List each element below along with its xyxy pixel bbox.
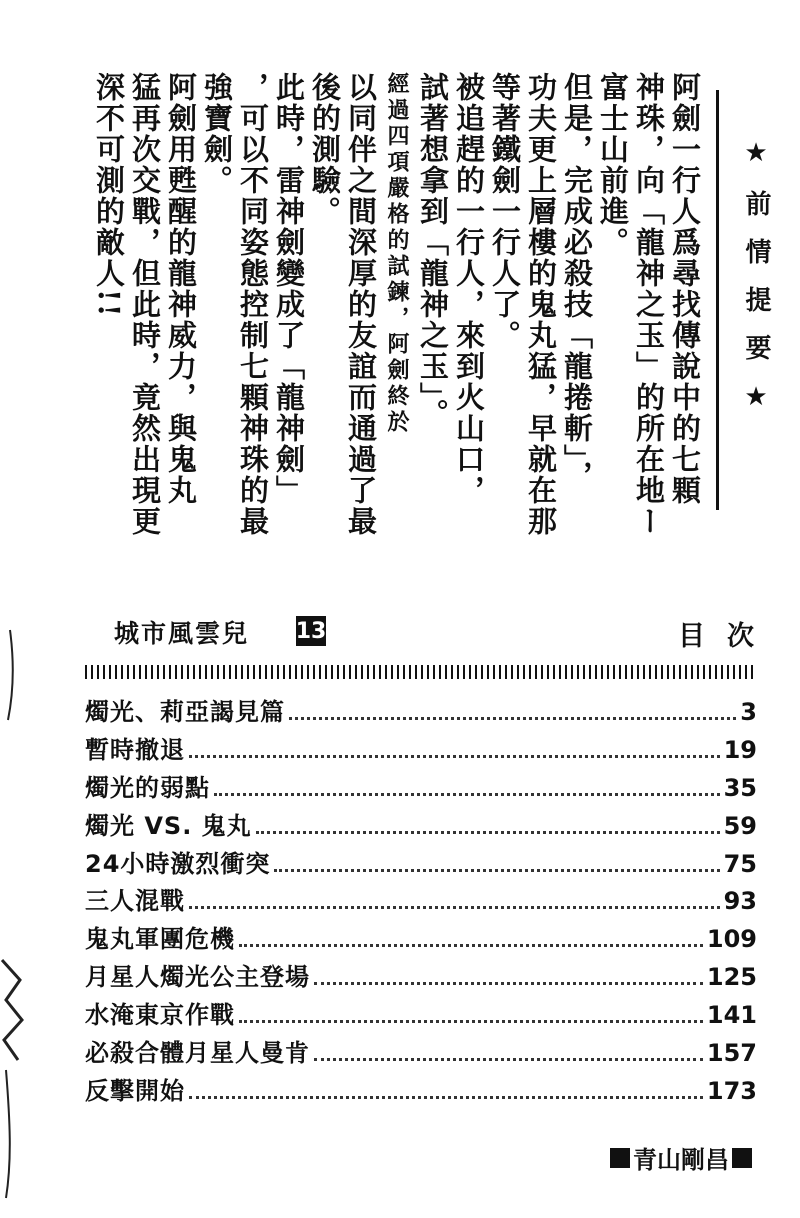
- toc-entry-page: 75: [723, 849, 757, 878]
- toc-entry-title: 24小時激烈衝突: [85, 849, 271, 878]
- toc-entry-page: 109: [706, 925, 757, 954]
- dot-leader: [314, 982, 703, 985]
- dot-leader: [239, 944, 703, 947]
- dot-leader: [189, 1096, 703, 1099]
- synopsis-line: 被追趕的一行人，來到火山口，: [452, 72, 486, 506]
- toc-entry[interactable]: [85, 730, 757, 768]
- dot-leader: [214, 793, 720, 796]
- toc-entry[interactable]: [85, 919, 757, 957]
- toc-entry[interactable]: [85, 1071, 757, 1109]
- toc-entry-title: 月星人燭光公主登場: [85, 963, 310, 992]
- synopsis-line: 此時，雷神劍變成了「龍神劍」: [272, 72, 306, 506]
- toc-entry-page: 59: [723, 811, 757, 840]
- dot-leader: [274, 869, 719, 872]
- toc-entry[interactable]: [85, 995, 757, 1033]
- toc-entry-title: 燭光 VS. 鬼丸: [85, 811, 252, 840]
- toc-entry-title: 三人混戰: [85, 887, 185, 916]
- toc-entry[interactable]: [85, 1033, 757, 1071]
- toc-entry-page: 19: [723, 735, 757, 764]
- series-title: 城市風雲兒: [114, 619, 250, 648]
- toc-entry-title: 鬼丸軍團危機: [85, 925, 235, 954]
- toc-entry-page: 125: [706, 963, 757, 992]
- author-name: 青山剛昌: [633, 1146, 729, 1174]
- toc-entry-title: 燭光的弱點: [85, 773, 210, 802]
- synopsis-line: 試著想拿到「龍神之玉」。: [416, 72, 450, 430]
- synopsis-line: 神珠，向「龍神之玉」的所在地ー: [632, 72, 666, 537]
- synopsis-line: 阿劍一行人爲尋找傳說中的七顆: [668, 72, 702, 506]
- toc-entry-page: 35: [723, 773, 757, 802]
- synopsis-line: 但是，完成必殺技「龍捲斬」，: [560, 72, 594, 492]
- toc-header: [114, 614, 776, 654]
- dot-leader: [239, 1020, 703, 1023]
- toc-entry[interactable]: [85, 692, 757, 730]
- block-mark: [610, 1148, 630, 1168]
- toc-entry[interactable]: [85, 881, 757, 919]
- toc-entry-title: 水淹東京作戰: [85, 1001, 235, 1030]
- artwork-fragment: [0, 600, 30, 1200]
- toc-divider: [85, 665, 755, 679]
- synopsis-line: 經過四項嚴格的試鍊，阿劍終於: [384, 72, 410, 436]
- synopsis-line: 猛再次交戰，但此時，竟然出現更: [128, 72, 162, 537]
- synopsis-text: [70, 72, 700, 542]
- author-credit: [607, 1140, 755, 1175]
- toc-entry-title: 暫時撤退: [85, 735, 185, 764]
- toc-entry-page: 93: [723, 887, 757, 916]
- toc-entry-page: 157: [706, 1039, 757, 1068]
- dot-leader: [256, 831, 720, 834]
- toc-entry-title: 反擊開始: [85, 1076, 185, 1105]
- volume-badge: 13: [296, 616, 326, 646]
- toc-entry-page: 3: [740, 698, 757, 726]
- block-mark: [732, 1148, 752, 1168]
- synopsis-line: 以同伴之間深厚的友誼而通過了最: [344, 72, 378, 537]
- synopsis-heading: ★前情提要★: [741, 138, 771, 434]
- toc-entry[interactable]: [85, 768, 757, 806]
- toc-entry[interactable]: [85, 806, 757, 844]
- dot-leader: [289, 717, 736, 720]
- dot-leader: [189, 906, 720, 909]
- synopsis-line: 富士山前進。: [596, 72, 630, 258]
- heading-divider: [716, 90, 719, 510]
- synopsis-line: 等著鐵劍一行人了。: [488, 72, 522, 351]
- synopsis-line: 後的測驗。: [308, 72, 342, 227]
- toc-entry[interactable]: [85, 844, 757, 882]
- toc-entry-page: 173: [706, 1076, 757, 1105]
- toc-title: 目次: [678, 621, 776, 652]
- synopsis-line: ，可以不同姿態控制七顆神珠的最: [236, 72, 270, 537]
- toc-entry-title: 必殺合體月星人曼肯: [85, 1039, 310, 1068]
- dot-leader: [314, 1058, 703, 1061]
- synopsis-line: 深不可測的敵人!!: [92, 72, 126, 319]
- synopsis-line: 阿劍用甦醒的龍神威力，與鬼丸: [164, 72, 198, 506]
- toc-entry[interactable]: [85, 957, 757, 995]
- toc-list: [85, 692, 757, 1109]
- toc-entry-page: 141: [706, 1001, 757, 1030]
- synopsis-line: 功夫更上層樓的鬼丸猛，早就在那: [524, 72, 558, 537]
- toc-entry-title: 燭光、莉亞謁見篇: [85, 698, 285, 726]
- synopsis-line: 強寶劍。: [200, 72, 234, 196]
- dot-leader: [189, 755, 720, 758]
